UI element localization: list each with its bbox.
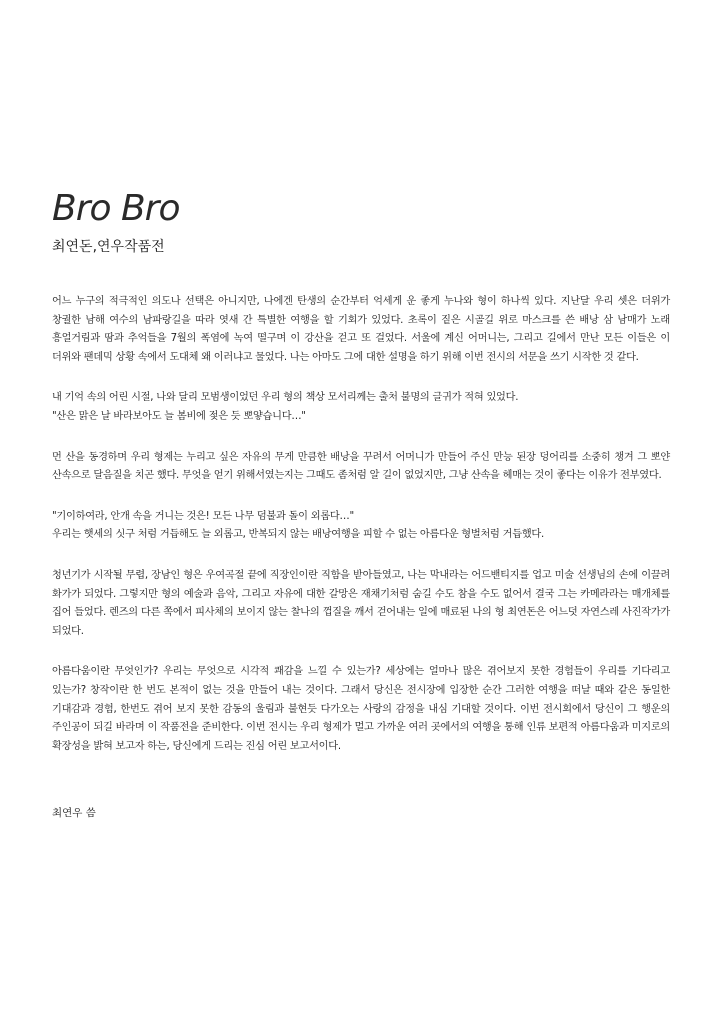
page-subtitle: 최연돈,연우작품전 [52, 239, 165, 255]
signature: 최연우 씀 [52, 807, 96, 819]
paragraph-1: 어느 누구의 적극적인 의도나 선택은 아니지만, 나에겐 탄생의 순간부터 억세게 운 좋게 누나와 형이 하나씩 있다. 지난달 우리 셋은 더위가 창궐한 남해 여수의 남파랑길을 따라 엿새 간 특별한 여행을 할 기회가 있었다. 초록이 짙은 시골길 위로 마스크를 쓴 배낭 삼 남매가 노래 흥얼거림과 땀과 추억들을 7월의 폭염에 녹여 떨구며 이 강산을 걷고 또 걸었다. 서울에 계신 어머니는, 그리고 길에서 만난 모든 이들은 이 더위와 팬데믹 상황 속에서 도대체 왜 이러냐고 물었다. 나는 아마도 그에 대한 설명을 하기 위해 이번 전시의 서문을 쓰기 시작한 것 같다. [52, 296, 670, 363]
page-title: Bro Bro [52, 188, 180, 229]
paragraph-2: 내 기억 속의 어린 시절, 나와 달리 모범생이었던 우리 형의 책상 모서리께는 출처 불명의 글귀가 적혀 있었다. "산은 맑은 날 바라보아도 늘 봄비에 젖은 듯 뽀얗습니다…" [52, 392, 519, 422]
preface-body [52, 293, 670, 778]
paragraph-3: 먼 산을 동경하며 우리 형제는 누리고 싶은 자유의 무게 만큼한 배낭을 꾸려서 어머니가 만들어 주신 만능 된장 덩어리를 소중히 챙겨 그 뽀얀 산속으로 달음질을 치곤 했다. 무엇을 얻기 위해서였는지는 그때도 좀처럼 알 길이 없었지만, 그냥 산속을 헤매는 것이 좋다는 이유가 전부였다. [52, 451, 670, 482]
paragraph-4: "기이하여라, 안개 속을 거니는 것은! 모든 나무 덤불과 돌이 외롭다…" 우리는 햇세의 싯구 처럼 거듭해도 늘 외롭고, 반복되지 않는 배낭여행을 피할 수 없는 아름다운 형벌처럼 거듭했다. [52, 510, 544, 541]
paragraph-6: 아름다움이란 무엇인가? 우리는 무엇으로 시각적 쾌감을 느낄 수 있는가? 세상에는 얼마나 많은 겪어보지 못한 경험들이 우리를 기다리고 있는가? 창작이란 한 번도 본적이 없는 것을 만들어 내는 것이다. 그래서 당신은 전시장에 입장한 순간 그러한 여행을 떠날 때와 같은 동일한 기대감과 경험, 한번도 겪어 보지 못한 감동의 울림과 불현듯 다가오는 사랑의 감정을 내심 기대할 것이다. 이번 전시회에서 당신이 그 행운의 주인공이 되길 바라며 이 작품전을 준비한다. 이번 전시는 우리 형제가 멀고 가까운 여러 곳에서의 여행을 통해 인류 보편적 아름다움과 미지로의 확장성을 밝혀 보고자 하는, 당신에게 드리는 진심 어린 보고서이다. [52, 666, 670, 752]
document-page [52, 0, 670, 1018]
paragraph-5: 청년기가 시작될 무렵, 장남인 형은 우여곡절 끝에 직장인이란 직함을 받아들였고, 나는 막내라는 어드밴티지를 업고 미술 선생님의 손에 이끌려 화가가 되었다. 그렇지만 형의 예술과 음악, 그리고 자유에 대한 갈망은 재채기처럼 숨길 수도 참을 수도 없어서 결국 그는 카메라라는 매개체를 집어 들었다. 렌즈의 다른 쪽에서 피사체의 보이지 않는 찰나의 껍질을 깨서 걷어내는 일에 매료된 나의 형 최연돈은 어느덧 자연스레 사진작가가 되었다. [52, 569, 670, 637]
